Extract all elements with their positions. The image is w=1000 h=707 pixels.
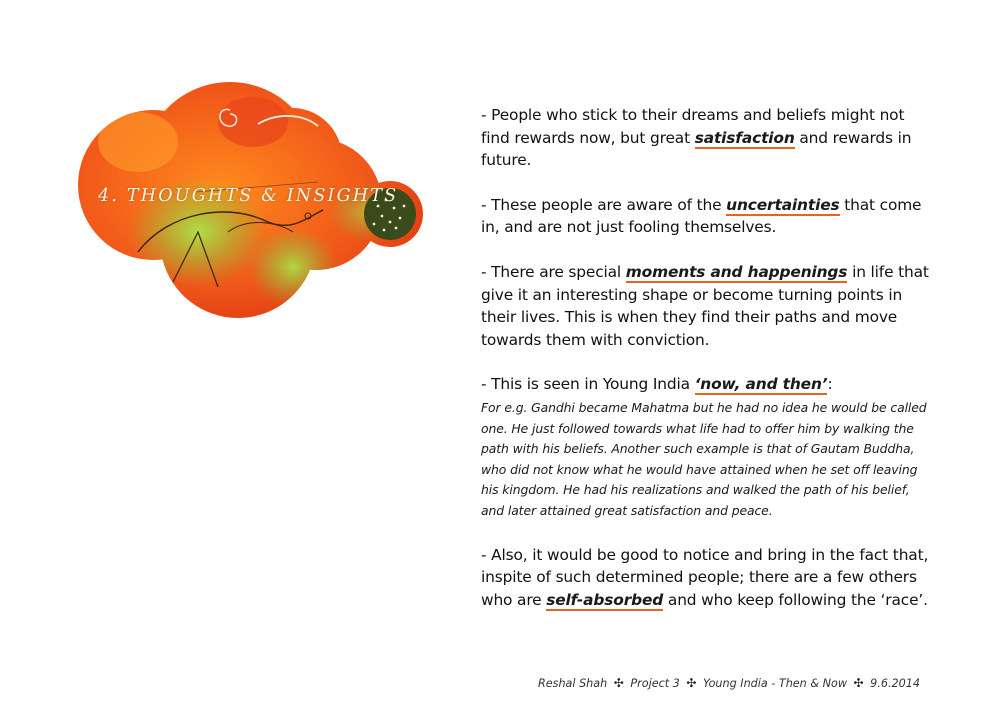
separator-icon: ✣ [613, 676, 624, 690]
footer-project: Project 3 [630, 677, 680, 690]
text-column [481, 104, 933, 611]
paragraph-text: - There are special [481, 262, 626, 281]
paragraph-text: in life that give it an interesting shape or become turning points in their lives. This is when they find their paths and move towards them with conviction. [481, 262, 929, 349]
paragraph [481, 104, 933, 172]
footer-author: Reshal Shah [537, 677, 608, 690]
keyword-highlight: moments and happenings [625, 262, 848, 281]
footer-date: 9.6.2014 [870, 677, 920, 690]
keyword-highlight: self-absorbed [546, 590, 664, 609]
paragraph [481, 373, 933, 396]
example-text: For e.g. Gandhi became Mahatma but he had no idea he would be called one. He just followed towards what life had to offer him by walking the path with his beliefs. Another such example is that of Gautam Buddha, who did not know what he would have attained when he set off leaving his kingdom. He had his realizations and walked the path of his belief, and later attained great satisfaction and peace. [481, 399, 927, 518]
keyword-highlight: ‘now, and then’ [694, 375, 828, 394]
paragraph-text: - Also, it would be good to notice and bring in the fact that, inspite of such determined people; there are a few others who are [481, 545, 929, 609]
paragraph [481, 194, 933, 239]
paragraph [481, 261, 933, 351]
footer [538, 676, 920, 690]
paragraph-text: - People who stick to their dreams and beliefs might not find rewards now, but great [481, 106, 905, 147]
paragraph-text: and who keep following the ‘race’. [663, 590, 928, 609]
separator-icon: ✣ [853, 676, 864, 690]
section-title: 4. THOUGHTS & INSIGHTS [98, 186, 399, 206]
paragraph [481, 544, 933, 612]
paragraph-text: - These people are aware of the [481, 195, 727, 214]
keyword-highlight: uncertainties [726, 195, 840, 214]
paragraph-text: - This is seen in Young India [481, 375, 695, 394]
paragraph-text: and rewards in future. [481, 128, 912, 170]
keyword-highlight: satisfaction [694, 128, 795, 147]
footer-title: Young India - Then & Now [702, 677, 847, 690]
paragraph-text: : [827, 375, 833, 394]
paragraph-text: that come in, and are not just fooling themselves. [481, 195, 922, 237]
separator-icon: ✣ [686, 676, 697, 690]
